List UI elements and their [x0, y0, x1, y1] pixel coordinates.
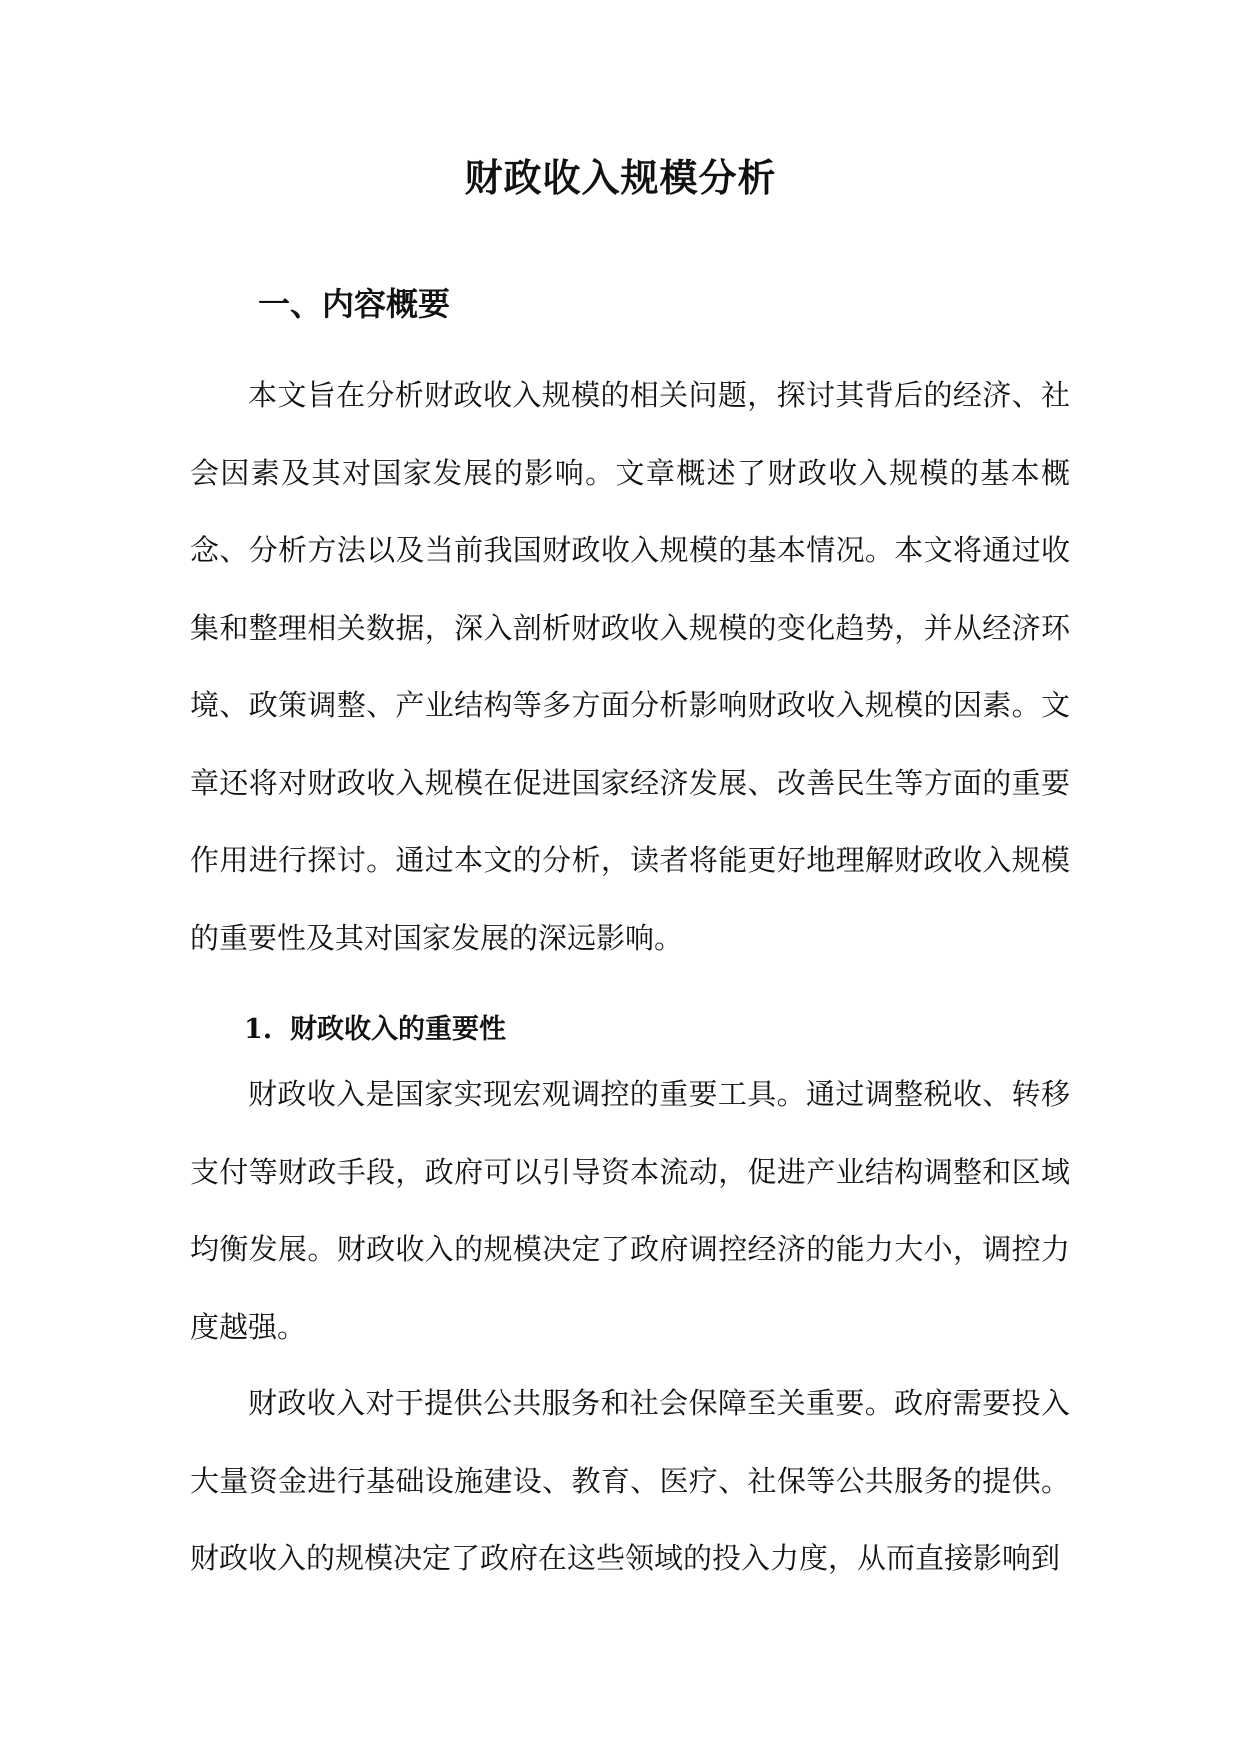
subsection-heading-importance: [244, 1000, 506, 1060]
subsection-title: 财政收入的重要性: [290, 1014, 506, 1045]
overview-paragraph: 本文旨在分析财政收入规模的相关问题，探讨其背后的经济、社会因素及其对国家发展的影响。文章概述了财政收入规模的基本概念、分析方法以及当前我国财政收入规模的基本情况。本文将通过收集和整理相关数据，深入剖析财政收入规模的变化趋势，并从经济环境、政策调整、产业结构等多方面分析影响财政收入规模的因素。文章还将对财政收入规模在促进国家经济发展、改善民生等方面的重要作用进行探讨。通过本文的分析，读者将能更好地理解财政收入规模的重要性及其对国家发展的深远影响。: [190, 378, 1070, 955]
importance-paragraph-1: 财政收入是国家实现宏观调控的重要工具。通过调整税收、转移支付等财政手段，政府可以引导资本流动，促进产业结构调整和区域均衡发展。财政收入的规模决定了政府调控经济的能力大小，调控力度越强。: [190, 1077, 1070, 1344]
subsection-number: 1.: [244, 1014, 273, 1045]
section-heading-overview: 一、内容概要: [258, 285, 451, 323]
document-title: 财政收入规模分析: [464, 155, 777, 200]
importance-paragraph-2: 财政收入对于提供公共服务和社会保障至关重要。政府需要投入大量资金进行基础设施建设、教育、医疗、社保等公共服务的提供。财政收入的规模决定了政府在这些领域的投入力度，从而直接影响到: [190, 1386, 1070, 1575]
